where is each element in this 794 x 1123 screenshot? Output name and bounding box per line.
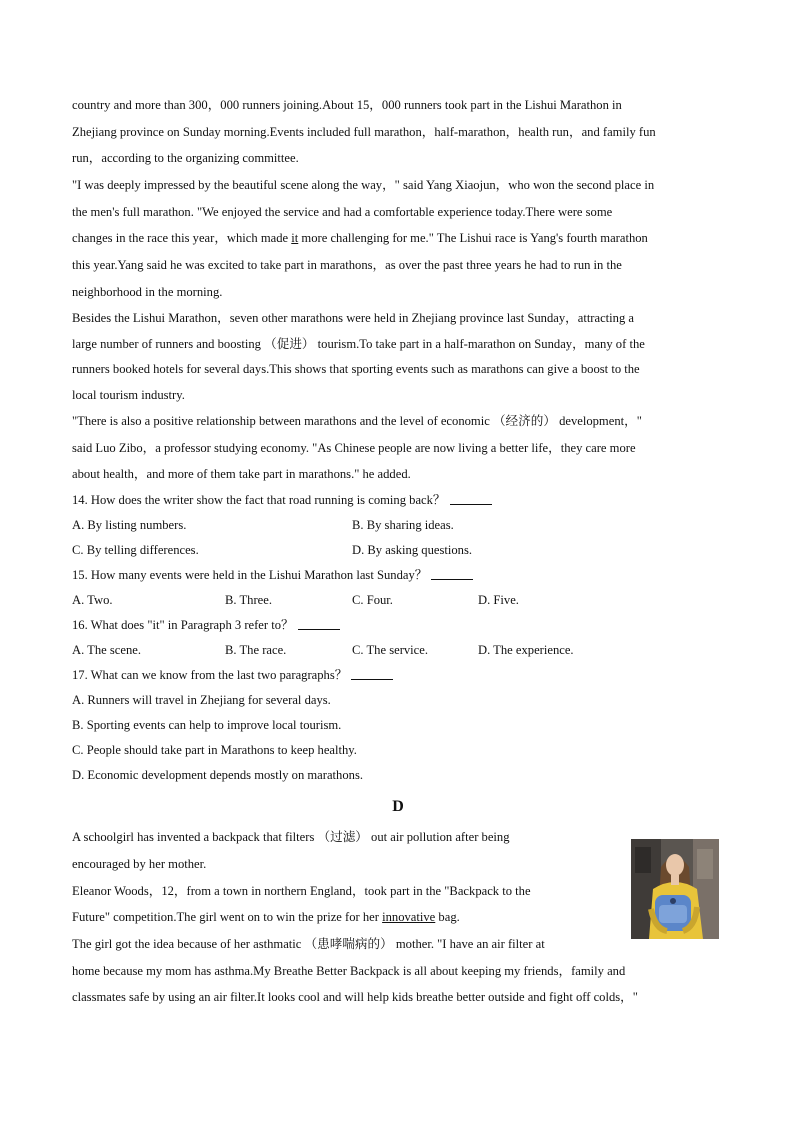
option-d[interactable]: D. By asking questions. bbox=[352, 543, 472, 558]
option-b[interactable]: B. Three. bbox=[225, 593, 272, 608]
passage-line: Besides the Lishui Marathon，seven other marathons were held in Zhejiang province last Sunday，attracting a bbox=[72, 310, 635, 325]
passage-line: encouraged by her mother. bbox=[72, 856, 207, 871]
section-heading: D bbox=[392, 798, 404, 816]
answer-blank[interactable] bbox=[450, 489, 492, 505]
photo-illustration bbox=[631, 839, 719, 939]
answer-blank[interactable] bbox=[431, 564, 473, 580]
passage-line: said Luo Zibo，a professor studying economy. "As Chinese people are now living a better life，they care more bbox=[72, 440, 636, 455]
schoolgirl-backpack-photo bbox=[631, 839, 719, 939]
option-b[interactable]: B. The race. bbox=[225, 643, 287, 658]
question-15-stem bbox=[72, 563, 724, 588]
question-14-options-row bbox=[72, 513, 724, 538]
question-text: 14. How does the writer show the fact that road running is coming back？ bbox=[72, 493, 446, 508]
underlined-it: it bbox=[291, 231, 299, 246]
text-segment: bag. bbox=[435, 910, 460, 925]
passage-line: "There is also a positive relationship between marathons and the level of economic （经济的） development，" bbox=[72, 414, 642, 429]
passage-line bbox=[72, 904, 724, 931]
text-segment: more challenging for me." The Lishui race is Yang's fourth marathon bbox=[298, 231, 648, 246]
passage-line: neighborhood in the morning. bbox=[72, 284, 223, 299]
passage-line: home because my mom has asthma.My Breathe Better Backpack is all about keeping my friends，family and bbox=[72, 963, 626, 978]
underlined-innovative: innovative bbox=[382, 910, 436, 925]
option-a[interactable]: A. By listing numbers. bbox=[72, 518, 187, 533]
question-14-options-row bbox=[72, 538, 724, 563]
passage-line: Eleanor Woods，12，from a town in northern England，took part in the "Backpack to the bbox=[72, 883, 531, 898]
passage-line: classmates safe by using an air filter.It looks cool and will help kids breathe better outside and fight off colds，" bbox=[72, 990, 638, 1005]
question-17-stem bbox=[72, 663, 724, 688]
answer-blank[interactable] bbox=[298, 614, 340, 630]
option-c[interactable]: C. By telling differences. bbox=[72, 543, 199, 558]
option-d[interactable]: D. The experience. bbox=[478, 643, 574, 658]
option-d[interactable]: D. Five. bbox=[478, 593, 519, 608]
option-c[interactable]: C. The service. bbox=[352, 643, 429, 658]
question-text: 15. How many events were held in the Lishui Marathon last Sunday？ bbox=[72, 568, 428, 583]
option-a[interactable]: A. Runners will travel in Zhejiang for several days. bbox=[72, 693, 331, 708]
passage-line: about health，and more of them take part in marathons." he added. bbox=[72, 467, 411, 482]
passage-line: large number of runners and boosting （促进） tourism.To take part in a half-marathon on Sunday，many of the bbox=[72, 336, 645, 351]
passage-line: "I was deeply impressed by the beautiful scene along the way，" said Yang Xiaojun，who won the second place in bbox=[72, 178, 655, 193]
passage-line: runners booked hotels for several days.This shows that sporting events such as marathons can give a boost to the bbox=[72, 362, 640, 377]
passage-line: local tourism industry. bbox=[72, 387, 185, 402]
content-column bbox=[72, 92, 724, 1011]
question-16-stem bbox=[72, 613, 724, 638]
passage-line: Zhejiang province on Sunday morning.Events included full marathon，half-marathon，health run，and family fun bbox=[72, 124, 656, 139]
question-text: 17. What can we know from the last two paragraphs？ bbox=[72, 668, 348, 683]
option-a[interactable]: A. The scene. bbox=[72, 643, 142, 658]
option-d[interactable]: D. Economic development depends mostly on marathons. bbox=[72, 768, 363, 783]
text-segment: Future" competition.The girl went on to win the prize for her bbox=[72, 910, 383, 925]
passage-line: the men's full marathon. "We enjoyed the service and had a comfortable experience today.There were some bbox=[72, 204, 613, 219]
question-16-options-row bbox=[72, 638, 724, 663]
option-c[interactable]: C. Four. bbox=[352, 593, 393, 608]
option-b[interactable]: B. By sharing ideas. bbox=[352, 518, 454, 533]
question-text: 16. What does "it" in Paragraph 3 refer to？ bbox=[72, 618, 294, 633]
passage-line: this year.Yang said he was excited to take part in marathons，as over the past three years he had to run in the bbox=[72, 258, 622, 273]
answer-blank[interactable] bbox=[351, 664, 393, 680]
question-14-stem bbox=[72, 488, 724, 513]
option-a[interactable]: A. Two. bbox=[72, 593, 113, 608]
passage-line: run，according to the organizing committee. bbox=[72, 151, 299, 166]
text-segment: changes in the race this year，which made bbox=[72, 231, 292, 246]
passage-line: country and more than 300，000 runners joining.About 15，000 runners took part in the Lishui Marathon in bbox=[72, 98, 622, 112]
passage-line: The girl got the idea because of her asthmatic （患哮喘病的） mother. "I have an air filter at bbox=[72, 936, 545, 951]
option-c[interactable]: C. People should take part in Marathons to keep healthy. bbox=[72, 743, 357, 758]
passage-line bbox=[72, 225, 724, 252]
question-15-options-row bbox=[72, 588, 724, 613]
option-b[interactable]: B. Sporting events can help to improve local tourism. bbox=[72, 718, 342, 733]
passage-line: A schoolgirl has invented a backpack that filters （过滤） out air pollution after being bbox=[72, 830, 510, 845]
